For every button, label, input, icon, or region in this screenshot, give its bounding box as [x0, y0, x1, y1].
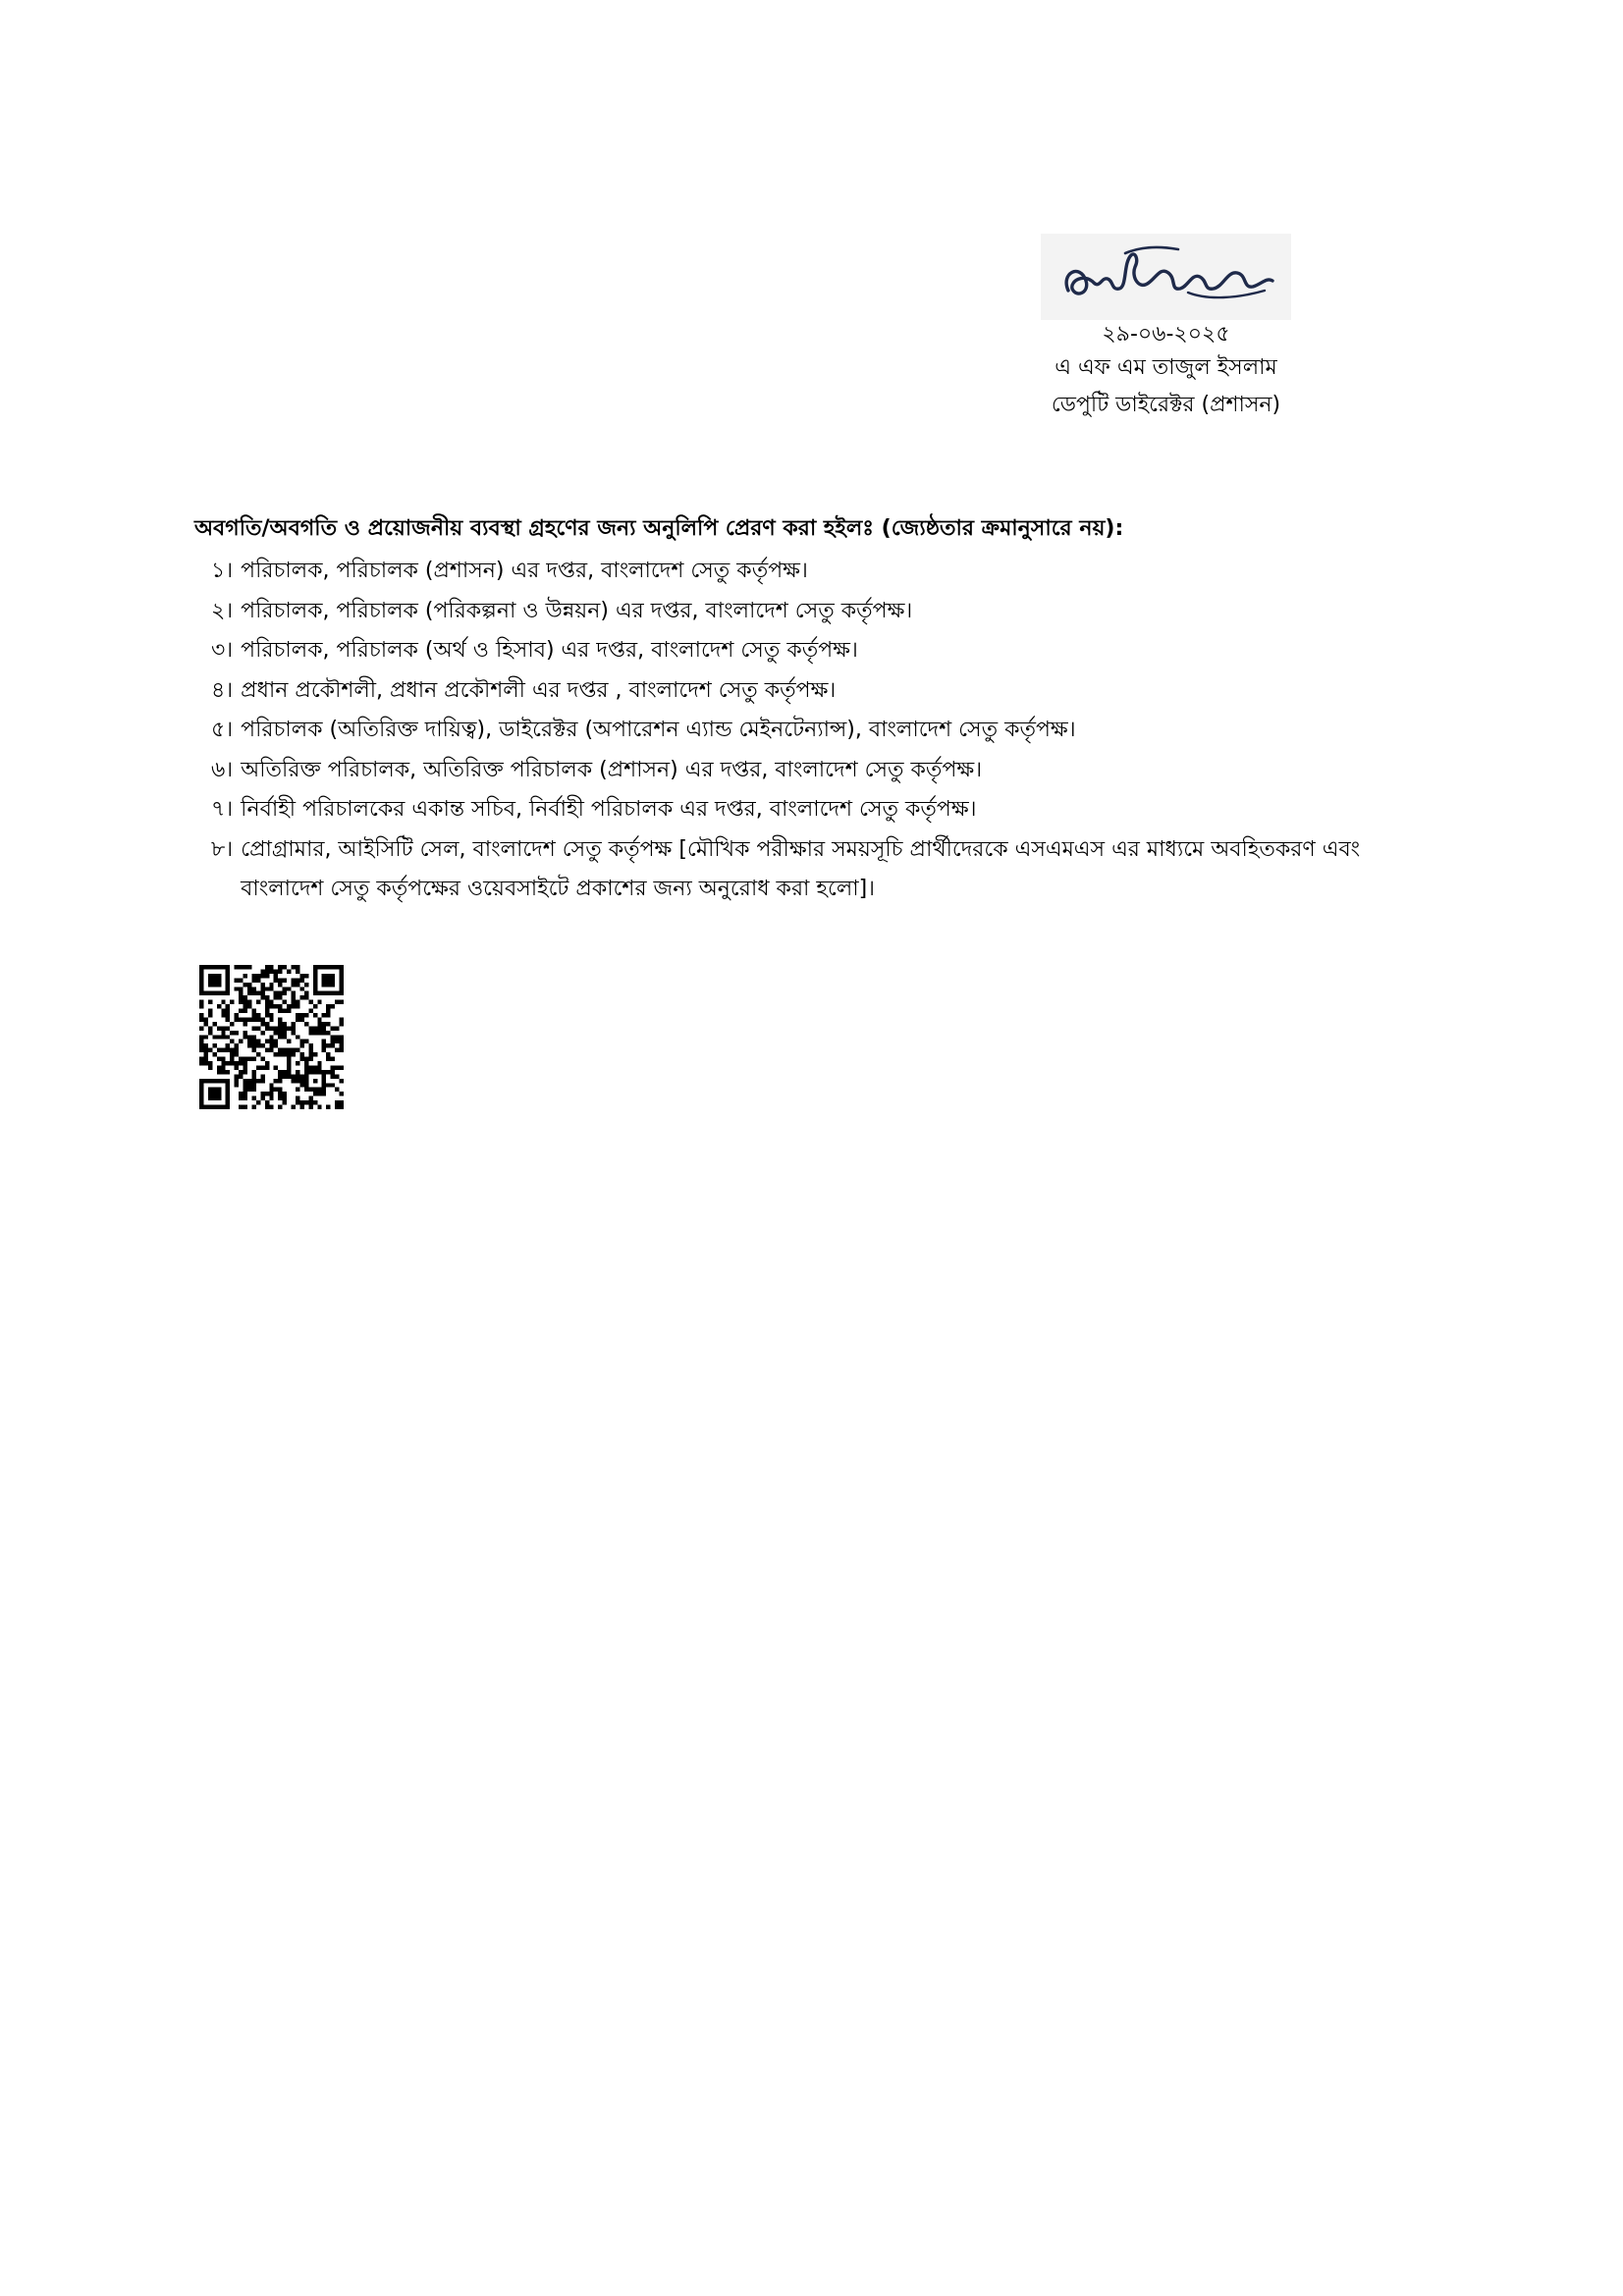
copy-list-item: [211, 631, 1432, 671]
signature-image: [1041, 234, 1291, 320]
item-text: পরিচালক, পরিচালক (অর্থ ও হিসাব) এর দপ্তর, বাংলাদেশ সেতু কর্তৃপক্ষ।: [241, 638, 858, 663]
copy-distribution-section: [194, 510, 1432, 910]
item-text: পরিচালক, পরিচালক (পরিকল্পনা ও উন্নয়ন) এর দপ্তর, বাংলাদেশ সেতু কর্তৃপক্ষ।: [241, 598, 913, 623]
copy-list-item: [211, 552, 1432, 592]
signatory-name: এ এফ এম তাজুল ইসলাম: [1055, 355, 1277, 380]
signatory-designation: ডেপুটি ডাইরেক্টর (প্রশাসন): [1051, 393, 1281, 417]
copy-list-item: [211, 830, 1432, 910]
item-number: ৮।: [211, 836, 234, 862]
signature-block: [997, 234, 1335, 424]
item-number: ৩।: [211, 638, 234, 663]
item-number: ২।: [211, 598, 234, 623]
item-number: ১।: [211, 559, 234, 583]
signature-date: ২৯-০৬-২০২৫: [1102, 322, 1230, 347]
copy-list-item: [211, 790, 1432, 830]
copy-list-item: [211, 671, 1432, 712]
item-text: প্রধান প্রকৌশলী, প্রধান প্রকৌশলী এর দপ্তর , বাংলাদেশ সেতু কর্তৃপক্ষ।: [241, 677, 837, 703]
item-number: ৭।: [211, 797, 234, 822]
item-text: অতিরিক্ত পরিচালক, অতিরিক্ত পরিচালক (প্রশাসন) এর দপ্তর, বাংলাদেশ সেতু কর্তৃপক্ষ।: [241, 757, 983, 782]
item-number: ৫।: [211, 718, 234, 742]
copy-list-item: [211, 592, 1432, 632]
item-text: প্রোগ্রামার, আইসিটি সেল, বাংলাদেশ সেতু কর্তৃপক্ষ [মৌখিক পরীক্ষার সময়সূচি প্রার্থীদেরকে এসএমএস এর মাধ্যমে অবহিতকরণ এবং বাংলাদেশ সেতু কর্তৃপক্ষের ওয়েবসাইটে প্রকাশের জন্য অনুরোধ করা হলো]।: [241, 836, 1361, 901]
item-text: নির্বাহী পরিচালকের একান্ত সচিব, নির্বাহী পরিচালক এর দপ্তর, বাংলাদেশ সেতু কর্তৃপক্ষ।: [241, 797, 977, 822]
copy-list-item: [211, 711, 1432, 751]
qr-code-icon: [199, 965, 344, 1109]
copy-heading: অবগতি/অবগতি ও প্রয়োজনীয় ব্যবস্থা গ্রহণের জন্য অনুলিপি প্রেরণ করা হইলঃ (জ্যেষ্ঠতার ক্রমানুসারে নয়):: [194, 516, 1124, 541]
copy-list: [194, 552, 1432, 910]
item-number: ৪।: [211, 677, 234, 703]
item-number: ৬।: [211, 757, 234, 782]
copy-list-item: [211, 751, 1432, 791]
item-text: পরিচালক, পরিচালক (প্রশাসন) এর দপ্তর, বাংলাদেশ সেতু কর্তৃপক্ষ।: [241, 559, 808, 583]
item-text: পরিচালক (অতিরিক্ত দায়িত্ব), ডাইরেক্টর (অপারেশন এ্যান্ড মেইনটেন্যান্স), বাংলাদেশ সেতু কর্তৃপক্ষ।: [241, 718, 1076, 742]
